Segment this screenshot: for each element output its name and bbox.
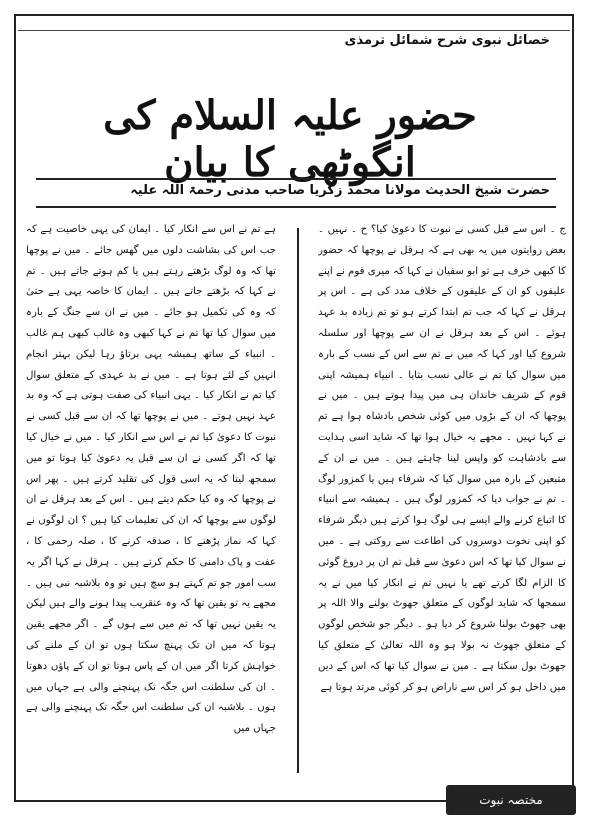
text-column-left bbox=[26, 220, 276, 778]
footer-label: مختصہ نبوت bbox=[446, 785, 576, 815]
column-divider bbox=[297, 228, 299, 773]
header-strip bbox=[18, 18, 570, 31]
title-rule-top bbox=[36, 178, 556, 180]
running-head: خصائل نبوی شرح شمائل ترمذی bbox=[344, 33, 550, 48]
author-line: حضرت شیخ الحدیث مولانا محمد زکریا صاحب مدنی رحمۃ اللہ علیہ bbox=[130, 183, 550, 198]
article-title: حضور علیہ السلام کی انگوٹھی کا بیان bbox=[103, 92, 477, 186]
title-rule-bottom bbox=[36, 206, 556, 208]
body-paragraph-right: ج ۔ اس سے قبل کسی نے نبوت کا دعویٰ کیا؟ ح ۔ نہیں ۔ بعض روایتوں میں یہ بھی ہے کہ ہرقل نے پوچھا کہ حضور کا کبھی خرف ہے تو ابو سفیان نے کہا کہ میری قوم نے اپنے علیفوں کو ان کے علیفوں کے خلاف مدد کی ہے ۔ اس پر ہرقل نے کہا کہ جب تم ابتدا کرتے ہو تو تم زیادہ بد عہد ہوئے ۔ اس کے بعد ہرقل نے ان سے پوچھا اور سلسلہ شروع کیا اور کہا کہ میں نے تم سے اس کے نسب کے بارہ میں سوال کیا تم نے عالی نسب بتایا ۔ انبیاء ہمیشہ اپنی قوم کے شریف خاندان ہی میں پیدا ہوتے ہیں ۔ میں نے پوچھا کہ ان کے بڑوں میں کوئی شخص بادشاہ ہوا ہے تم نے کہا نہیں ۔ مجھے یہ خیال ہوا تھا کہ شاید اسی ہدایت سے بادشاہت کو واپس لینا چاہتے ہیں ۔ میں نے ان کے متبعین کے بارہ میں سوال کیا کہ شرفاء ہیں یا کمزور لوگ ۔ تم نے جواب دیا کہ کمزور لوگ ہیں ۔ ہمیشہ سے انبیاء کا اتباع کرنے والے ایسے ہی لوگ ہوا کرتے ہیں دیگر شرفاء کو اپنی نخوت دوسروں کی اطاعت سے روکتی ہے ۔ میں نے سوال کیا تھا کہ اس دعویٰ سے قبل تم ان پر دروغ گوئی کا الزام لگا کرتے تھے یا نہیں تم نے انکار کیا میں نے یہ سمجھا کہ شاید لوگوں کے متعلق جھوٹ بولنے والا اللہ پر بھی جھوٹ بولنا شروع کر دیا ہو ۔ دیگر جو شخص لوگوں کے متعلق جھوٹ نہ بولا ہو وہ اللہ تعالیٰ کے متعلق کیا جھوٹ بول سکتا ہے ۔ میں نے سوال کیا تھا کہ اس کے دین میں داخل ہو کر اس سے ناراض ہو کر کوئی مرتد ہوتا ہے bbox=[318, 224, 566, 693]
text-column-right bbox=[318, 220, 566, 778]
body-paragraph-left: ہے تم نے اس سے انکار کیا ۔ ایمان کی یہی خاصیت ہے کہ جب اس کی بشاشت دلوں میں گھس جائے ۔ میں نے پوچھا تھا کہ وہ لوگ بڑھتے رہتے ہیں یا کم ہوتے جاتے ہیں ۔ تم نے کہا کہ بڑھتے جاتے ہیں ۔ ایمان کا خاصہ یہی ہے حتیٰ کہ وہ کی تکمیل ہو جائے ۔ میں نے ان سے جنگ کے بارہ میں سوال کیا تھا تم نے کہا کبھی وہ غالب کبھی ہم غالب ۔ انبیاء کے ساتھ ہمیشہ یہی برتاؤ رہا لیکن بہتر انجام انہیں کے لئے ہوتا ہے ۔ میں نے بد عہدی کے متعلق سوال کیا تم نے انکار کیا ۔ یہی انبیاء کی صفت ہوتی ہے کہ وہ بد عہد نہیں ہوتے ۔ میں نے پوچھا تھا کہ ان سے قبل کسی نے نبوت کا دعویٰ کیا تم نے اس سے انکار کیا ۔ میں نے خیال کیا تھا کہ اگر کسی نے ان سے قبل یہ دعویٰ کیا ہوتا تو میں سمجھ لیتا کہ یہ اسی قول کی تقلید کرتے ہیں ۔ پھر اس نے پوچھا کہ وہ کیا حکم دیتے ہیں ۔ اس کے بعد ہرقل نے ان لوگوں سے پوچھا کہ ان کی تعلیمات کیا ہیں ؟ ان لوگوں نے کہا کہ نماز پڑھنے کا ، صدقہ کرنے کا ، صلہ رحمی کا ، عفت و پاک دامنی کا حکم کرتے ہیں ۔ ہرقل نے کہا اگر یہ سب امور جو تم کہتے ہو سچ ہیں تو وہ بلاشبہ نبی ہیں ۔ مجھے یہ تو یقین تھا کہ وہ عنقریب پیدا ہونے والے ہیں لیکن یہ یقین نہیں تھا کہ تم میں سے ہوں گے ۔ اگر مجھے یقین ہوتا کہ میں ان تک پہنچ سکتا ہوں تو ان کے ملنے کی خواہش کرتا اگر میں ان کے پاس ہوتا تو ان کے پاؤں دھوتا ۔ ان کی سلطنت اس جگہ تک پہنچنے والی ہے جہاں میں ہوں ۔ بلاشبہ ان کی سلطنت اس جگہ تک پہنچنے والی ہے جہاں میں bbox=[26, 224, 276, 735]
